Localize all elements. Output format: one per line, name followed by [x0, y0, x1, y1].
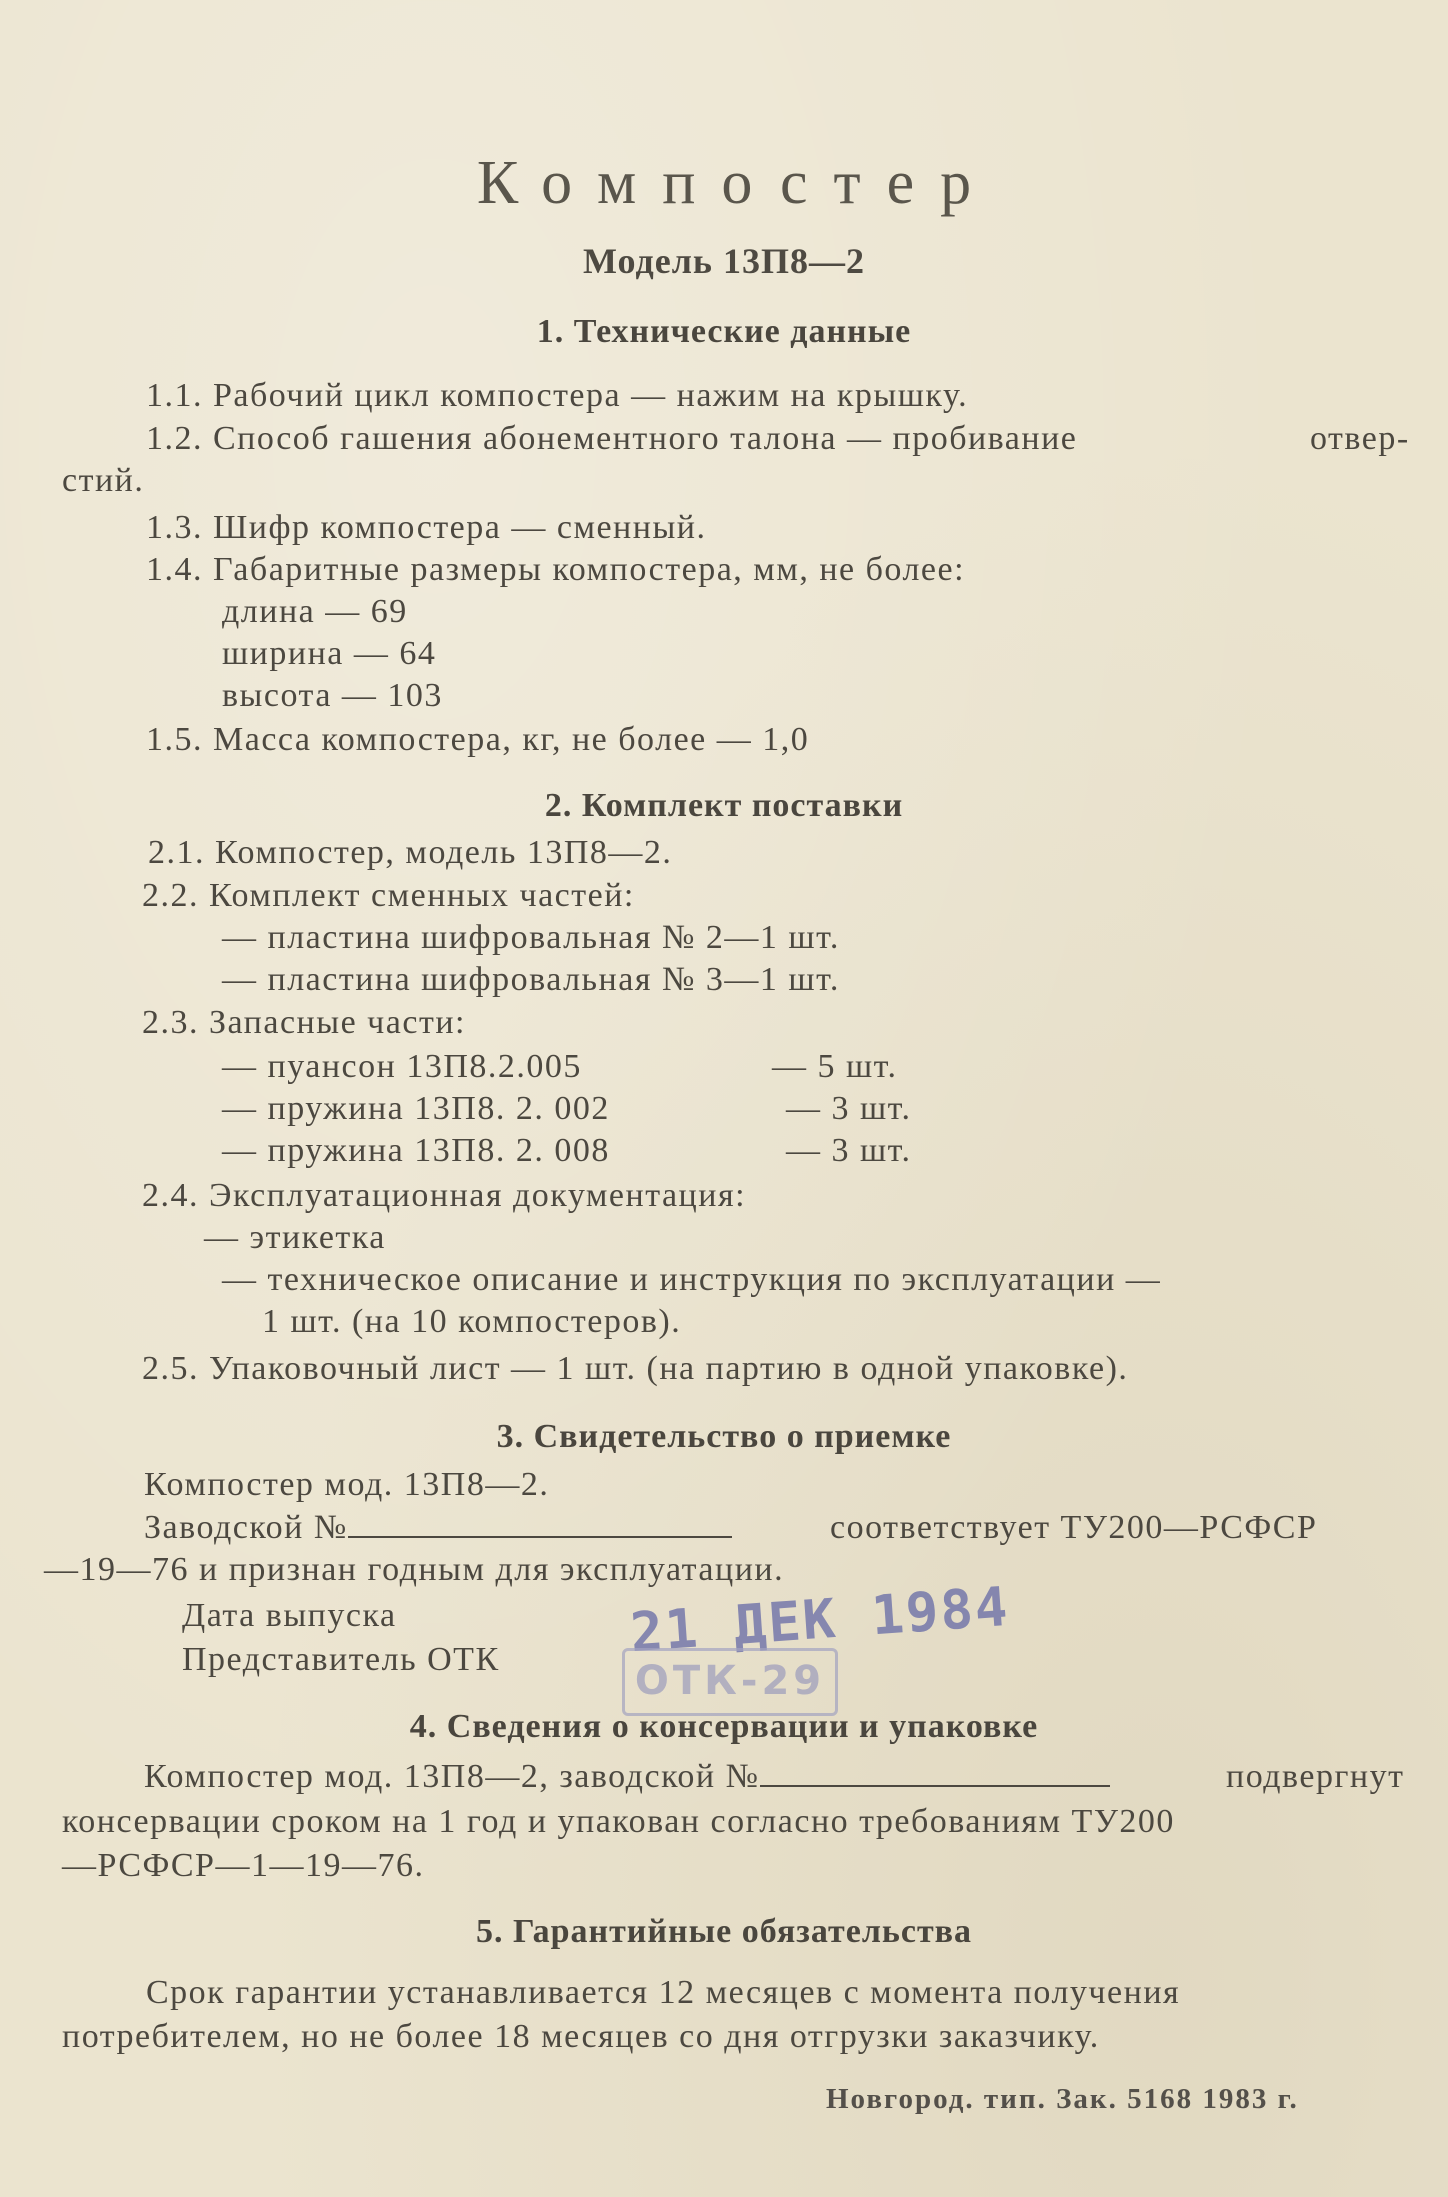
item-2-4-label: — этикетка — [204, 1219, 386, 1256]
item-2-5: 2.5. Упаковочный лист — 1 шт. (на партию в одной упаковке). — [142, 1350, 1129, 1387]
model-subtitle: Модель 13П8—2 — [583, 241, 865, 281]
section-3-heading: 3. Свидетельство о приемке — [496, 1418, 952, 1455]
item-2-2-plate-3: — пластина шифровальная № 3—1 шт. — [222, 961, 840, 998]
section-2-heading: 2. Комплект поставки — [544, 787, 904, 824]
item-2-3: 2.3. Запасные части: — [142, 1004, 466, 1041]
item-1-4-length: длина — 69 — [222, 593, 408, 630]
item-2-1: 2.1. Компостер, модель 13П8—2. — [148, 834, 673, 871]
item-2-2: 2.2. Комплект сменных частей: — [142, 877, 635, 914]
item-1-2-cont: стий. — [62, 462, 145, 499]
otk-stamp: ОТК-29 — [622, 1648, 838, 1716]
serial-label: Заводской № — [144, 1509, 348, 1546]
conservation-text-1-end: подвергнут — [1226, 1758, 1405, 1795]
part-2-qty: — 3 шт. — [786, 1090, 912, 1127]
document-title: Компостер — [476, 149, 998, 217]
part-1-qty: — 5 шт. — [772, 1048, 898, 1085]
item-1-4-width: ширина — 64 — [222, 635, 437, 672]
warranty-text-2: потребителем, но не более 18 месяцев со дня отгрузки заказчику. — [62, 2018, 1100, 2055]
conservation-serial-blank — [760, 1759, 1110, 1787]
acceptance-conformity: соответствует ТУ200—РСФСР — [830, 1509, 1318, 1546]
item-1-3: 1.3. Шифр компостера — сменный. — [146, 509, 707, 546]
section-5-heading: 5. Гарантийные обязательства — [475, 1913, 973, 1950]
item-1-4-height: высота — 103 — [222, 677, 443, 714]
acceptance-serial — [144, 1509, 732, 1547]
part-1-name: — пуансон 13П8.2.005 — [222, 1048, 582, 1085]
warranty-text-1: Срок гарантии устанавливается 12 месяцев с момента получения — [146, 1974, 1181, 2011]
item-1-4: 1.4. Габаритные размеры компостера, мм, не более: — [146, 551, 966, 588]
acceptance-model: Компостер мод. 13П8—2. — [144, 1466, 550, 1503]
item-1-2: 1.2. Способ гашения абонементного талона — пробивание — [146, 420, 1078, 457]
item-1-5: 1.5. Масса компостера, кг, не более — 1,0 — [146, 721, 810, 758]
serial-blank — [348, 1510, 732, 1538]
release-date-label: Дата выпуска — [182, 1597, 397, 1634]
date-stamp: 21 ДЕК 1984 — [628, 1574, 1012, 1665]
conservation-text-1 — [144, 1758, 1110, 1796]
item-1-1: 1.1. Рабочий цикл компостера — нажим на крышку. — [146, 377, 969, 414]
part-2-name: — пружина 13П8. 2. 002 — [222, 1090, 610, 1127]
conservation-serial-label: Компостер мод. 13П8—2, заводской № — [144, 1758, 760, 1795]
acceptance-approved: —19—76 и признан годным для эксплуатации. — [44, 1551, 785, 1588]
item-1-2-end: отвер- — [1310, 420, 1410, 457]
section-1-heading: 1. Технические данные — [536, 313, 912, 350]
otk-representative-label: Представитель ОТК — [182, 1641, 500, 1678]
item-2-2-plate-2: — пластина шифровальная № 2—1 шт. — [222, 919, 840, 956]
conservation-text-3: —РСФСР—1—19—76. — [62, 1847, 425, 1884]
part-3-name: — пружина 13П8. 2. 008 — [222, 1132, 610, 1169]
printer-imprint: Новгород. тип. Зак. 5168 1983 г. — [826, 2083, 1299, 2115]
section-4-heading: 4. Сведения о консервации и упаковке — [409, 1708, 1039, 1745]
item-2-4-manual-cont: 1 шт. (на 10 компостеров). — [262, 1303, 682, 1340]
item-2-4: 2.4. Эксплуатационная документация: — [142, 1177, 747, 1214]
part-3-qty: — 3 шт. — [786, 1132, 912, 1169]
conservation-text-2: консервации сроком на 1 год и упакован согласно требованиям ТУ200 — [62, 1803, 1175, 1840]
item-2-4-manual: — техническое описание и инструкция по эксплуатации — — [222, 1261, 1162, 1298]
